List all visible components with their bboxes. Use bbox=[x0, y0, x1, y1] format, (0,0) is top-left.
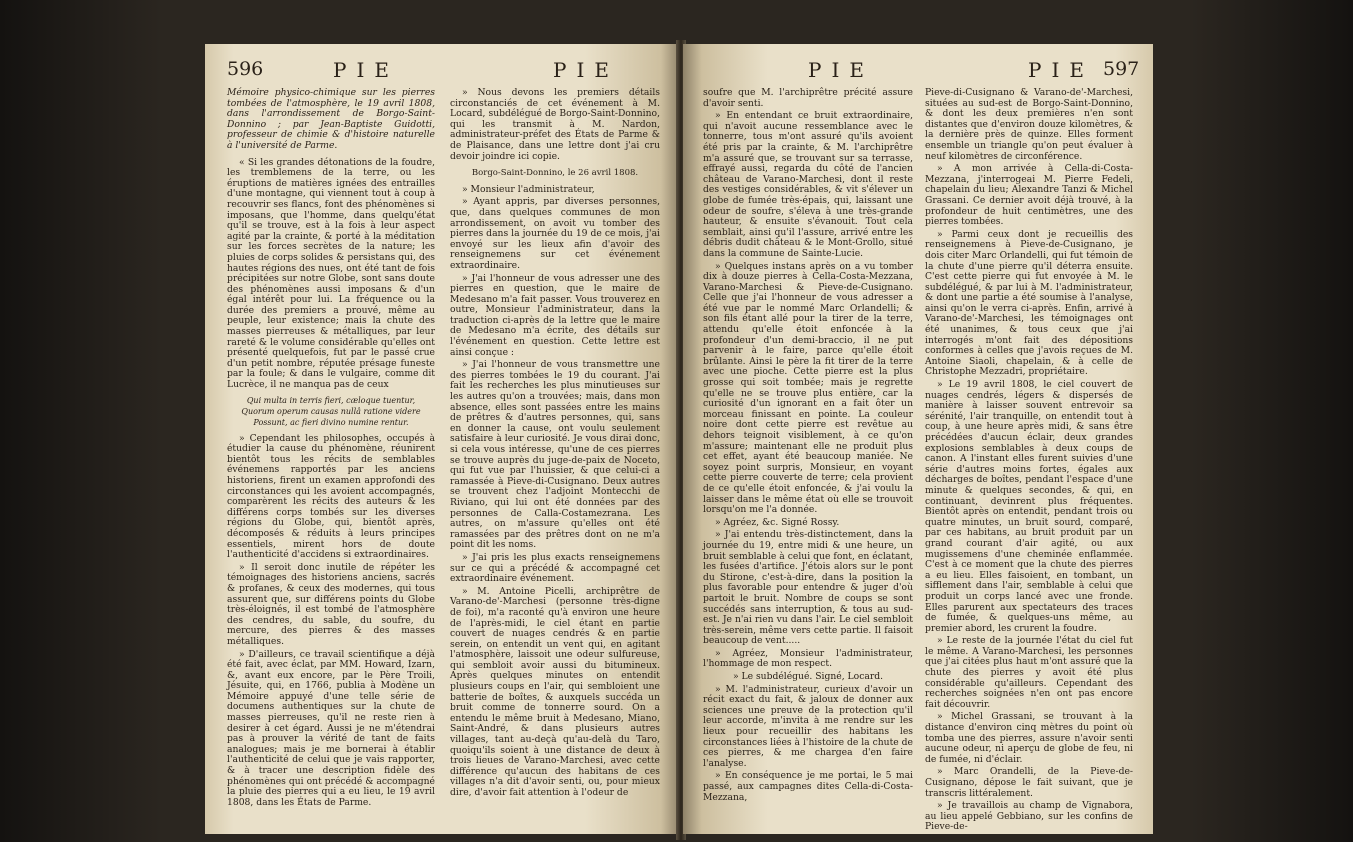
paragraph: » Michel Grassani, se trouvant à la distance d'environ cinq mètres du point où tomba une des pierres, assure n'avoir senti aucune odeur, ni aperçu de globe de feu, ni de fumée, ni d'éclair. bbox=[925, 711, 1133, 765]
paragraph: » A mon arrivée à Cella-di-Costa-Mezzana, j'interrogeai M. Pierre Fedeli, chapelain du lieu; Alexandre Tanzi & Michel Grassani. Ce dernier avoit déjà trouvé, à la profondeur de huit centimètres, une des pierres tombées. bbox=[925, 163, 1133, 228]
left-column-2 bbox=[450, 88, 660, 801]
paragraph: » Ayant appris, par diverses personnes, que, dans quelques communes de mon arrondissement, on avoit vu tomber des pierres dans la journée du 19 de ce mois, j'ai envoyé sur les lieux afin d'avoir des renseignemens sur cet événement extraordinaire. bbox=[450, 196, 660, 271]
paragraph: » Parmi ceux dont je recueillis des renseignemens à Pieve-de-Cusignano, je dois citer Marc Orlandelli, qui fut témoin de la chute d'une pierre qu'il déterra ensuite. C'est cette pierre qui fut envoyée à M. le subdélégué, & par lui à M. l'administrateur, & dont une partie a été soumise à l'analyse, ainsi qu'on le verra ci-après. Enfin, arrivé à Varano-de'-Marchesi, les témoignages ont été unanimes, & tous ceux que j'ai interrogés m'ont fait des dépositions conformes à celles que j'avois reçues de M. Antoine Siaoli, chapelain, & à celle de Christophe Mezzadri, propriétaire. bbox=[925, 228, 1133, 378]
paragraph: » M. Antoine Picelli, archiprêtre de Varano-de'-Marchesi (personne très-digne de foi), m'a raconté qu'à environ une heure de l'après-midi, le ciel étant en partie couvert de nuages cendrés & en partie serein, on entendit un vent qui, en agitant l'atmosphère, laissoit une odeur sulfureuse, qui sembloit avoir aussi du bitumineux. Après quelques minutes on entendit plusieurs coups en l'air, qui sembloient une batterie de boîtes, & auxquels succéda un bruit comme de tonnerre sourd. On a entendu le même bruit à Medesano, Miano, Saint-André, & dans plusieurs autres villages, tant au-deçà qu'au-delà du Taro, quoiqu'ils soient à une distance de deux à trois lieues de Varano-Marchesi, avec cette différence qu'aucun des habitans de ces villages n'a dit d'avoir senti, ou, pour mieux dire, d'avoir fait attention à l'odeur de bbox=[450, 585, 660, 798]
paragraph: » J'ai pris les plus exacts renseignemens sur ce qui a précédé & accompagné cet extraordinaire événement. bbox=[450, 551, 660, 585]
memoir-title: Mémoire physico-chimique sur les pierres tombées de l'atmosphère, le 19 avril 1808, dans l'arrondissement de Borgo-Saint-Donnino ; par Jean-Baptiste Guidotti, professeur de chimie & d'histoire naturelle à l'université de Parme. bbox=[227, 87, 435, 151]
verse-line: Quorum operum causas nullâ ratione videre bbox=[241, 406, 421, 416]
left-column-1 bbox=[227, 88, 435, 810]
paragraph: « Si les grandes détonations de la foudre, les tremblemens de la terre, ou les éruptions de matières ignées des entrailles d'une montagne, qui viennent tout à coup à recouvrir ses flancs, font des phénomènes si imposans, que l'homme, dans quelqu'état qu'il se trouve, est à la fois à leur aspect agité par la crainte, & porté à la méditation sur les forces secrètes de la nature; les pluies de corps solides & persistans qui, des hautes régions des nues, ont été tant de fois précipitées sur notre Globe, sont sans doute des phénomènes aussi imposans & d'un égal intérêt pour lui. La fréquence ou la durée des premiers a prouvé, même au peuple, leur existence; mais la chute des masses pierreuses & métalliques, par leur rareté & le volume considérable qu'elles ont présenté quelquefois, fut par le passé crue d'un petit nombre, réputée présage funeste par la foule; & dans le vulgaire, comme dit Lucrèce, il ne manqua pas de ceux bbox=[227, 156, 435, 391]
right-column-2 bbox=[925, 88, 1133, 834]
page-number-left: 596 bbox=[227, 58, 264, 80]
paragraph: soufre que M. l'archiprêtre précité assure d'avoir senti. bbox=[703, 87, 913, 109]
salutation: » Monsieur l'administrateur, bbox=[462, 183, 595, 195]
paragraph: » J'ai l'honneur de vous transmettre une des pierres tombées le 19 du courant. J'ai fait les recherches les plus minutieuses sur les autres qu'on a trouvées; mais, dans mon absence, elles sont passées entre les mains de prêtres & d'autres personnes, qui, sans en donner la cause, ont voulu seulement satisfaire à leur curiosité. Je vous dirai donc, si cela vous intéresse, qu'une de ces pierres se trouve auprès du juge-de-paix de Noceto, qui fut vue par l'huissier, & que celui-ci a ramassée à Pieve-di-Cusignano. Deux autres se trouvent chez l'adjoint Montecchi de Riviano, qui lui ont été données par des personnes de Calla-Costamezrana. Les autres, on m'assure qu'elles ont été ramassées par des prêtres dont on ne m'a point dit les noms. bbox=[450, 359, 660, 551]
left-page bbox=[205, 44, 680, 834]
paragraph: » Cependant les philosophes, occupés à étudier la cause du phénomène, réunirent bientôt tous les récits de semblables événemens rapportés par les anciens historiens, firent un examen approfondi des circonstances qui les avoient accompagnés, comparèrent les récits des auteurs & les différens corps tombés sur les diverses régions du Globe, qui, bientôt après, décomposés & réduits à leurs principes essentiels, mirent hors de doute l'authenticité d'accidens si extraordinaires. bbox=[227, 432, 435, 561]
verse-line: Possunt, ac fieri divino numine rentur. bbox=[253, 417, 409, 427]
subdelegate-signature: » Le subdélégué. Signé, Locard. bbox=[732, 671, 884, 683]
latin-verse bbox=[227, 395, 435, 428]
paragraph: » Le 19 avril 1808, le ciel couvert de nuages cendrés, légers & dispersés de manière à laisser souvent entrevoir sa sérénité, l'air tranquille, on entendit tout à coup, à une heure après midi, & sans être précédées d'aucun éclair, deux grandes explosions semblables à deux coups de canon. A l'instant elles furent suivies d'une série d'autres moins fortes, égales aux décharges de boîtes, pendant l'espace d'une minute & quelques secondes, & qui, en continuant, devinrent plus fréquentes. Bientôt après on entendit, pendant trois ou quatre minutes, un bruit sourd, comparé, par ces habitans, au bruit produit par un grand courant d'air agité, ou aux mugissemens d'une cheminée enflammée. C'est à ce moment que la chute des pierres a eu lieu. Elles faisoient, en tombant, un sifflement dans l'air, semblable à celui que produit un corps lancé avec une fronde. Elles parurent aux spectateurs des traces de fumée, & quelques-uns même, au premier abord, les crurent la foudre. bbox=[925, 379, 1133, 634]
signature-line: » Agréez, &c. Signé Rossy. bbox=[715, 516, 840, 528]
paragraph: » En entendant ce bruit extraordinaire, qui n'avoit aucune ressemblance avec le tonnerre, tous m'ont assuré qu'ils avoient été pris par la crainte, & M. l'archiprêtre m'a assuré que, se trouvant sur sa terrasse, effrayé aussi, regarda du côté de l'ancien château de Varano-Marchesi, dont il reste des vestiges considérables, & vit s'élever un globe de fumée très-épais, qui, laissant une odeur de soufre, s'éleva à une très-grande hauteur, & ensuite s'évanouit. Tout cela semblait, ainsi qu'il l'assure, arrivé entre les débris dudit château & le Mont-Grollo, situé dans la commune de Sainte-Lucie. bbox=[703, 110, 913, 259]
paragraph: » Agréez, Monsieur l'administrateur, l'hommage de mon respect. bbox=[703, 647, 913, 670]
right-column-1 bbox=[703, 88, 913, 805]
paragraph: Pieve-di-Cusignano & Varano-de'-Marchesi, situées au sud-est de Borgo-Saint-Donnino, & dont les deux premières n'en sont distantes que d'environ douze kilomètres, & la dernière près de quinze. Elles forment ensemble un triangle qu'on peut évaluer à neuf kilomètres de circonférence. bbox=[925, 87, 1133, 162]
page-number-right: 597 bbox=[1103, 58, 1140, 80]
paragraph: » En conséquence je me portai, le 5 mai passé, aux campagnes dites Cella-di-Costa-Mezzana, bbox=[703, 770, 913, 803]
paragraph: » J'ai l'honneur de vous adresser une des pierres en question, que le maire de Medesano m'a fait passer. Vous trouverez en outre, Monsieur l'administrateur, dans la traduction ci-après de la lettre que le maire de Medesano m'a écrite, des détails sur l'événement en question. Cette lettre est ainsi conçue : bbox=[450, 272, 660, 358]
running-head-right-col1: PIE bbox=[808, 58, 874, 82]
dateline: Borgo-Saint-Donnino, le 26 avril 1808. bbox=[471, 168, 639, 179]
paragraph: » Le reste de la journée l'état du ciel fut le même. A Varano-Marchesi, les personnes que j'ai citées plus haut m'ont assuré que la chute des pierres y avoit été plus considérable qu'ailleurs. Cependant des recherches soignées n'en ont pas encore fait découvrir. bbox=[925, 635, 1133, 710]
paragraph: » Nous devons les premiers détails circonstanciés de cet événement à M. Locard, subdélégué de Borgo-Saint-Donnino, qui les transmit à M. Nardon, administrateur-préfet des États de Parme & de Plaisance, dans une lettre dont j'ai cru devoir joindre ici copie. bbox=[450, 87, 660, 162]
verse-line: Qui multa in terris fieri, cæloque tuentur, bbox=[246, 395, 416, 405]
paragraph: » D'ailleurs, ce travail scientifique a déjà été fait, avec éclat, par MM. Howard, Izarn, &, avant eux encore, par le Père Troili, Jésuite, qui, en 1766, publia à Modène un Mémoire appuyé d'une telle série de documens authentiques sur la chute de masses pierreuses, qu'il ne reste rien à desirer à cet égard. Aussi je ne m'étendrai pas à prouver la vérité de tant de faits analogues; mais je me bornerai à établir l'authenticité de celui que je vais rapporter, & à tracer une description fidèle des phénomènes qui ont précédé & accompagné la pluie des pierres qui a eu lieu, le 19 avril 1808, dans les États de Parme. bbox=[227, 648, 435, 808]
running-head-left-col2: PIE bbox=[553, 58, 619, 82]
running-head-left-col1: PIE bbox=[333, 58, 399, 82]
paragraph: » Je travaillois au champ de Vignabora, au lieu appelé Gebbiano, sur les confins de Pieve-de- bbox=[925, 800, 1133, 833]
paragraph: » Il seroit donc inutile de répéter les témoignages des historiens anciens, sacrés & profanes, & ceux des modernes, qui tous assurent que, sur différens points du Globe très-éloignés, il est tombé de l'atmosphère des cendres, du sable, du soufre, du mercure, des pierres & des masses métalliques. bbox=[227, 561, 435, 647]
running-head-right-col2: PIE bbox=[1028, 58, 1094, 82]
paragraph: » Marc Orandelli, de la Pieve-de-Cusignano, dépose le fait suivant, que je transcris littéralement. bbox=[925, 766, 1133, 799]
paragraph: » Quelques instans après on a vu tomber dix à douze pierres à Cella-Costa-Mezzana, Varano-Marchesi & Pieve-de-Cusignano. Celle que j'ai l'honneur de vous adresser a été vue par le nommé Marc Orlandelli; & son fils étant allé pour la tirer de la terre, attendu qu'elle étoit enfoncée à la profondeur d'un demi-braccio, il ne put parvenir à le faire, parce qu'elle étoit brûlante. Ainsi le père la fit tirer de la terre avec une pioche. Cette pierre est la plus grosse qui soit tombée; mais je regrette qu'elle ne se trouve plus entière, car la curiosité d'un ignorant en a fait ôter un morceau finissant en pointe. La couleur noire dont cette pierre est revêtue au dehors teignoit visiblement, à ce qu'on m'assure; maintenant elle ne produit plus cet effet, ayant été beaucoup maniée. Ne soyez point surpris, Monsieur, en voyant cette pierre couverte de terre; cela provient de ce qu'elle étoit enfoncée, & j'ai voulu la laisser dans le même état où elle se trouvoit lorsqu'on me l'a donnée. bbox=[703, 260, 913, 516]
paragraph: » J'ai entendu très-distinctement, dans la journée du 19, entre midi & une heure, un bruit semblable à celui que font, en éclatant, les fusées d'artifice. J'étois alors sur le pont du Stirone, c'est-à-dire, dans la position la plus favorable pour entendre & juger d'où partoit le bruit. Nombre de coups se sont succédés sans interruption, & tous au sud-est. Je n'ai rien vu dans l'air. Le ciel sembloit très-serein, même vers cette partie. Il faisoit beaucoup de vent..... bbox=[703, 529, 913, 647]
right-page bbox=[683, 44, 1153, 834]
paragraph: » M. l'administrateur, curieux d'avoir un récit exact du fait, & jaloux de donner aux sciences une preuve de la protection qu'il leur accorde, m'invita à me rendre sur les lieux pour recueillir des habitans les circonstances liées à l'histoire de la chute de ces pierres, & me chargea d'en faire l'analyse. bbox=[703, 683, 913, 769]
